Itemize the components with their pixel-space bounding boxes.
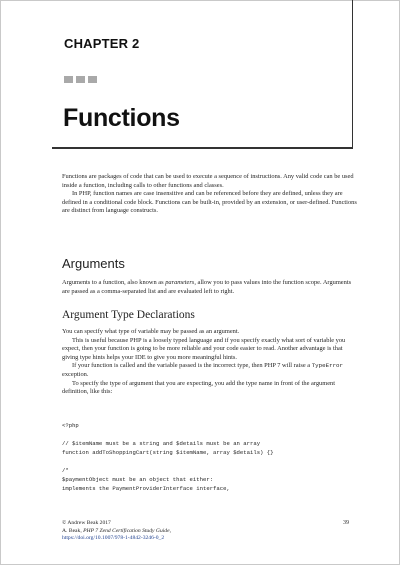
ornament-square xyxy=(64,76,73,83)
code-line: // $itemName must be a string and $details must be an array xyxy=(62,440,261,447)
page-footer xyxy=(62,520,360,543)
code-line: <?php xyxy=(62,422,79,429)
type-declarations-paragraph: You can specify what type of variable may be passed as an argument. xyxy=(62,328,240,335)
code-line: /* xyxy=(62,467,69,474)
inline-code: TypeError xyxy=(311,362,344,370)
chapter-ornament xyxy=(64,76,97,83)
subsection-heading-type-declarations: Argument Type Declarations xyxy=(62,309,195,321)
copyright-notice: © Andrew Beak 2017 xyxy=(62,520,111,526)
code-line: implements the PaymentProviderInterface interface, xyxy=(62,485,230,492)
section-heading-arguments: Arguments xyxy=(62,256,125,271)
doi-link[interactable]: https://doi.org/10.1007/978-1-4842-3246-0_2 xyxy=(62,535,165,542)
ornament-square xyxy=(88,76,97,83)
type-declarations-text: If your function is called and the variable passed is the incorrect type, then PHP 7 will raise a xyxy=(72,362,312,370)
type-declarations-paragraph xyxy=(62,362,360,379)
chapter-title: Functions xyxy=(63,104,180,132)
type-declarations-section xyxy=(62,328,360,397)
type-declarations-text: exception. xyxy=(62,370,89,378)
citation-text: A. Beak, xyxy=(62,527,84,534)
type-declarations-paragraph: This is useful because PHP is a loosely typed language and if you specify exactly what sort of variable you expect, then your function is going to be more reliable and your code easier to read. Another advantage is that giving type hints helps your IDE to give you more meaningful hints. xyxy=(62,336,346,361)
citation xyxy=(62,528,360,536)
intro-paragraph: Functions are packages of code that can be used to execute a sequence of instructions. Any valid code can be used inside a function, including calls to other functions and classes. xyxy=(62,173,354,189)
citation-book-title: PHP 7 Zend Certification Study Guide xyxy=(83,527,170,534)
arguments-text: , allow you to pass values into the function scope. Arguments are passed as a comma-separated list and are evaluated left to right. xyxy=(62,279,352,295)
code-line: $paymentObject must be an object that either: xyxy=(62,476,214,483)
arguments-text: Arguments to a function, also known as xyxy=(62,279,166,286)
arguments-section xyxy=(62,279,360,296)
intro-section xyxy=(62,173,360,216)
code-line: function addToShoppingCart(string $itemName, array $details) {} xyxy=(62,449,274,456)
type-declarations-paragraph: To specify the type of argument that you are expecting, you add the type name in front of the argument definition, like this: xyxy=(62,379,336,396)
arguments-term: parameters xyxy=(165,279,195,286)
intro-paragraph: In PHP, function names are case insensitive and can be referenced before they are defined, unless they are defined in a conditional code block. Functions can be built-in, provided by an extension, or user-defined. Functions are distinct from language constructs. xyxy=(62,190,357,215)
chapter-side-rule xyxy=(352,0,353,148)
arguments-paragraph xyxy=(62,279,360,296)
chapter-label: CHAPTER 2 xyxy=(64,36,140,51)
title-rule xyxy=(52,147,353,149)
ornament-square xyxy=(76,76,85,83)
citation-text: , xyxy=(169,527,171,534)
page-number: 39 xyxy=(343,520,349,526)
